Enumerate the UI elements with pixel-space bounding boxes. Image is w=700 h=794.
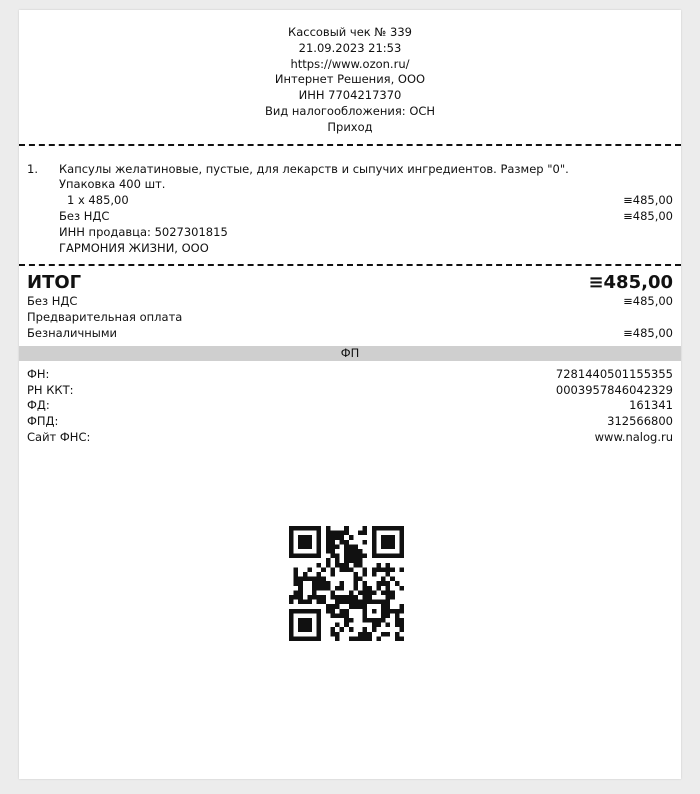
item-name-line2: Упаковка 400 шт. <box>59 177 166 192</box>
fp-row <box>27 414 673 430</box>
fp-row <box>27 367 673 383</box>
fp-value: 312566800 <box>607 414 673 429</box>
fp-label: Сайт ФНС: <box>27 429 91 444</box>
total-value: ≡485,00 <box>588 272 673 294</box>
prepay-label: Предварительная оплата <box>27 310 183 325</box>
qr-code <box>289 526 404 641</box>
fp-label: ФПД: <box>27 414 59 429</box>
receipt-item <box>19 146 681 265</box>
fp-label: ФД: <box>27 398 50 413</box>
seller-inn: ИНН продавца: 5027301815 <box>59 224 228 239</box>
totals-vat-value: ≡485,00 <box>623 294 673 309</box>
fp-details <box>19 361 681 446</box>
receipt-header <box>19 10 681 136</box>
item-number: 1. <box>27 161 38 176</box>
store-url: https://www.ozon.ru/ <box>290 56 410 71</box>
receipt-datetime: 21.09.2023 21:53 <box>298 40 402 55</box>
fp-value: www.nalog.ru <box>594 429 673 444</box>
item-vat-label: Без НДС <box>59 208 110 223</box>
fp-label: ФН: <box>27 366 50 381</box>
totals <box>19 266 681 341</box>
fp-row <box>27 383 673 399</box>
item-name-line1: Капсулы желатиновые, пустые, для лекарств и сыпучих ингредиентов. Размер "0". <box>59 161 569 176</box>
item-qty-price: 1 x 485,00 <box>67 193 129 208</box>
company-name: Интернет Решения, ООО <box>274 72 426 87</box>
fp-value: 161341 <box>629 398 673 413</box>
seller-name: ГАРМОНИЯ ЖИЗНИ, ООО <box>59 240 209 255</box>
fp-value: 7281440501155355 <box>555 366 673 381</box>
tax-system: Вид налогообложения: ОСН <box>264 103 436 118</box>
fp-row <box>27 430 673 446</box>
fp-label: РН ККТ: <box>27 382 74 397</box>
cashless-label: Безналичными <box>27 325 118 340</box>
item-qty-sum: ≡485,00 <box>623 193 673 208</box>
total-label: ИТОГ <box>27 272 82 294</box>
operation-type: Приход <box>327 119 373 134</box>
fp-row <box>27 398 673 414</box>
cashless-value: ≡485,00 <box>623 325 673 340</box>
company-inn: ИНН 7704217370 <box>298 88 402 103</box>
fp-value: 0003957846042329 <box>555 382 673 397</box>
receipt <box>19 10 681 779</box>
item-vat-sum: ≡485,00 <box>623 208 673 223</box>
receipt-title: Кассовый чек № 339 <box>288 25 412 39</box>
totals-vat-label: Без НДС <box>27 294 78 309</box>
fp-section-bar: ФП <box>19 346 681 361</box>
